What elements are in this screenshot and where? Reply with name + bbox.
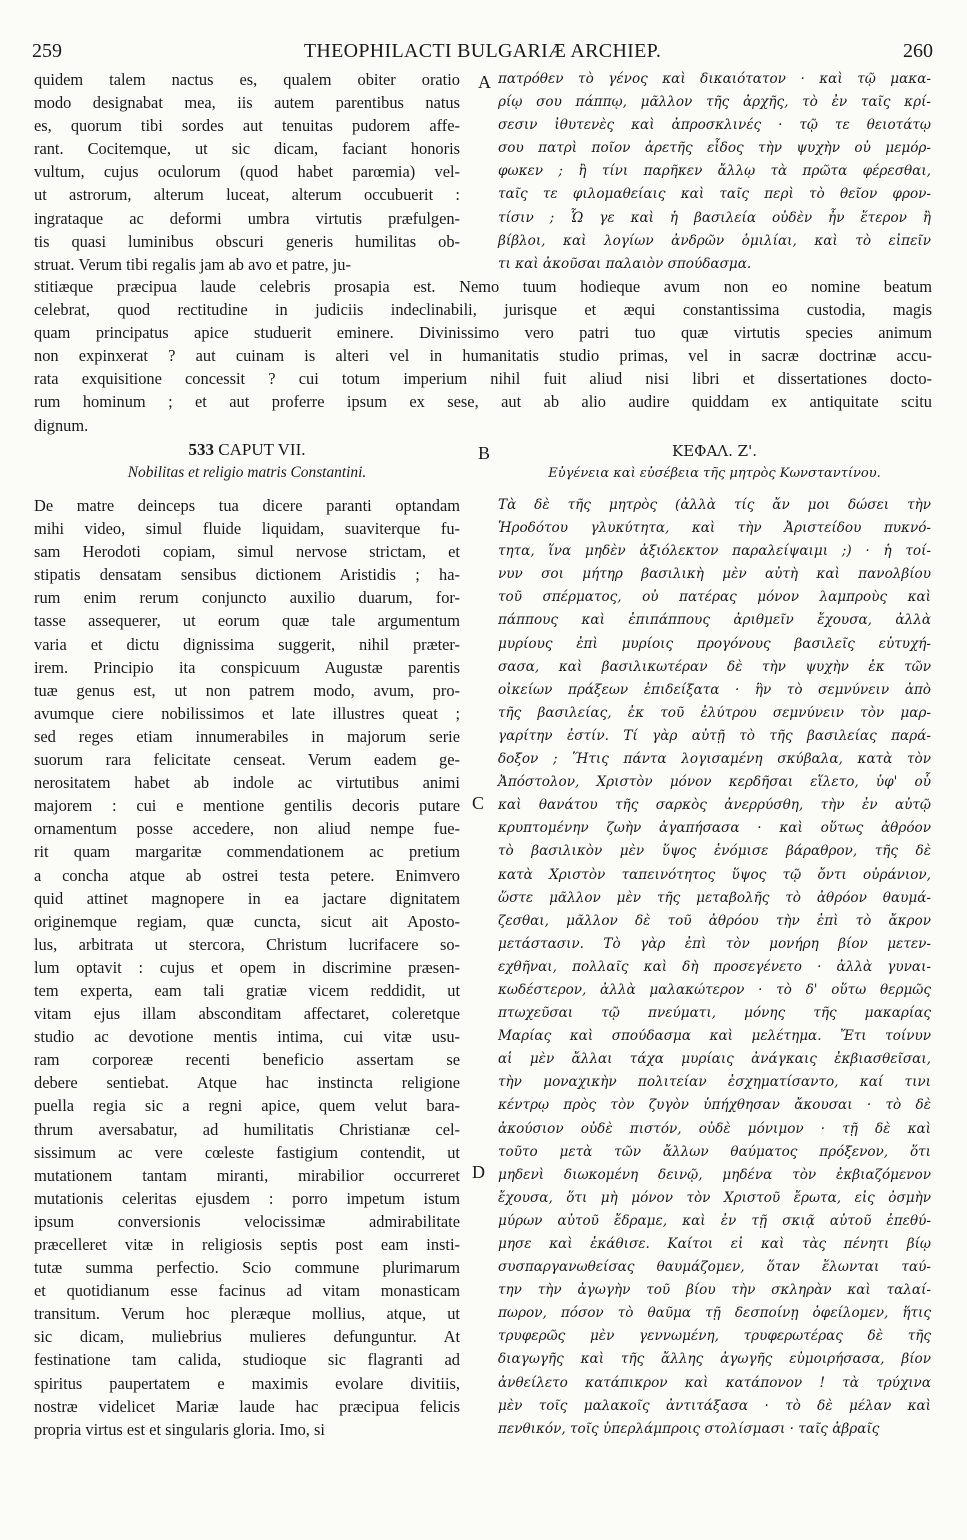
- greek-text-line: πενθικόν, τοῖς ὑπερλάμπροις στολίσμασι · ταῖς ἁβραῖς: [498, 1420, 880, 1437]
- text-line: ram corporeæ recenti beneficio assertam se: [34, 1050, 460, 1070]
- text-line: quid attinet magnopere in ea jactare dignitatem: [34, 888, 460, 908]
- text-line: a concha atque ab ostrei testa petere. Enimvero: [34, 865, 460, 885]
- greek-text-line: μύρων αὐτοῦ ἔδραμε, καὶ ἐν τῇ σκιᾷ αὐτοῦ ἐπεθύ-: [498, 1212, 931, 1229]
- greek-chapter-subtitle: Εὐγένεια καὶ εὐσέβεια τῆς μητρὸς Κωνσταντίνου.: [548, 466, 881, 481]
- greek-text-line: φωκεν ; ἢ τίνι παρῆκεν ἄλλῳ τὰ πρῶτα φέρεσθαι,: [498, 163, 931, 180]
- greek-text-line: τοῦ σπέρματος, οὐ πατέρας μόνον λαμπροὺς καὶ: [498, 589, 931, 606]
- chapter-subtitle: Nobilitas et religio matris Constantini.: [127, 464, 367, 481]
- text-line: sissimum ac vere cœleste fastigium contendit, ut: [34, 1142, 460, 1162]
- greek-text-line: σεσιν ἰθυτενὲς καὶ ἀπροσκλινές · τῷ τε θειοτάτῳ: [498, 117, 931, 134]
- greek-text-line: ὥστε μᾶλλον μὲν τῆς μεταβολῆς τὸ ἀθρόον θαυμά-: [498, 889, 931, 906]
- page-number-left: 259: [32, 40, 62, 62]
- greek-text-line: νυν σοι μήτηρ βασιλικὴ μὲν αὐτὴ καὶ πανολβίου: [498, 566, 931, 583]
- greek-text-line: ταῖς τε φιλομαθείαις καὶ ταῖς περὶ τὸ θεῖον φρον-: [498, 186, 931, 203]
- greek-text-line: κωδέστερον, ἀλλὰ μαλακώτερον · τὸ δ' οὕτω θερμῶς: [498, 981, 931, 998]
- page-number-right: 260: [903, 40, 933, 62]
- greek-text-line: Μαρίας καὶ σπούδασμα καὶ μελέτημα. Ἔτι τοίνυν: [498, 1028, 931, 1045]
- text-line: tutæ summa perfectio. Scio commune plurimarum: [34, 1258, 460, 1278]
- main-greek-column: [498, 494, 931, 1441]
- text-line: rum enim rerum conjuncto auxilio duarum, for-: [34, 588, 460, 608]
- greek-text-line: πατρόθεν τὸ γένος καὶ δικαιότατον · καὶ τῷ μακα-: [498, 71, 931, 87]
- text-line: sic dicam, muliebrius mulieres defunguntur. At: [34, 1327, 460, 1347]
- text-line: lum optavit : cujus et opem in discrimine præsen-: [34, 957, 460, 977]
- greek-text-line: οἰκείων πράξεων ἐπιδείξατα · ἣν τὸ σεμνύνειν ἀπὸ: [498, 681, 931, 698]
- section-marker-a: A: [478, 72, 491, 92]
- text-line: mutationis celeritas ejusdem : porro impetum istum: [34, 1188, 460, 1208]
- text-line: rit quam margaritæ commendationem ac pretium: [34, 842, 460, 862]
- greek-text-line: μετάστασιν. Τὸ γὰρ ἐπὶ τὸν μονήρη βίον μετεν-: [498, 935, 931, 952]
- greek-text-line: πάππους καὶ ἐπιπάππους ἀριθμεῖν ἔχουσα, ἀλλὰ: [498, 612, 931, 629]
- text-line: studio ac devotione mentis intima, cui vitæ usu-: [34, 1027, 460, 1047]
- text-line: es, quorum tibi sordes aut tenuitas pudorem affe-: [34, 116, 460, 136]
- text-line: tis quasi luminibus obscuri generis humilitas ob-: [34, 231, 460, 251]
- text-line: originemque regiam, quæ cuncta, sicut ait Aposto-: [34, 911, 460, 931]
- greek-text-line: κατὰ Χριστὸν ταπεινότητος ὕψος τῷ ὄντι οὐράνιον,: [498, 866, 931, 883]
- chapter-page-marker: 533: [188, 440, 215, 459]
- text-line: rata exquisitione concessit ? cui totum imperium nihil fuit aliud nisi libri et dissertationes docto-: [34, 369, 932, 389]
- text-line: rant. Cocitemque, ut sic dicam, faciant honoris: [34, 139, 460, 159]
- greek-text-line: ἀνθείλετο κατάπικρον καὶ κατάπονον ! τὰ τρύχινα: [498, 1374, 931, 1391]
- greek-text-line: Ἀπόστολον, Χριστὸν μόνον κερδῆσαι εἵλετο, ὑφ' οὗ: [498, 774, 931, 791]
- text-line: non expinxerat ? aut cuinam is alteri vel in humanitatis studio primas, vel in sacræ doctrinæ accu-: [34, 346, 932, 366]
- greek-text-line: μυρίους ἐπὶ μυρίοις προγόνους βασιλεῖς εὐτυχή-: [498, 635, 931, 652]
- text-line: præcelleret vitæ in religiosis septis post eam insti-: [34, 1235, 460, 1254]
- text-line: struat. Verum tibi regalis jam ab avo et patre, ju-: [34, 254, 351, 274]
- greek-text-line: την τὴν ἀγωγὴν τοῦ βίου τὴν σκληρὰν καὶ ταλαί-: [498, 1282, 931, 1299]
- greek-text-line: εχθῆναι, πολλαῖς καὶ δὴ προσεγένετο · ἀλλὰ γυναι-: [498, 958, 931, 975]
- text-line: quam principatus apice studuerit eminere. Divinissimo vero patri tuo quæ virtutis species animum: [34, 323, 932, 343]
- greek-text-line: τοῦτο μετὰ τῶν ἄλλων θαύματος πρόξενον, ὅτι: [498, 1143, 931, 1160]
- greek-text-line: μησε καὶ ἐκάθισε. Καίτοι εἰ καὶ τὰς πένητι βίῳ: [498, 1236, 931, 1252]
- text-line: tasse assequerer, ut eorum quæ tale argumentum: [34, 611, 460, 631]
- text-line: rum hominum ; et aut proferre ipsum ex sese, aut ab alio audire quiddam ex antiquitate scitu: [34, 392, 932, 412]
- text-line: spiritus paupertatem e maximis evolare divitiis,: [34, 1373, 460, 1393]
- greek-text-line: Ἡροδότου γλυκύτητα, καὶ τὴν Ἀριστείδου πυκνό-: [498, 520, 931, 537]
- greek-text-line: κέντρῳ πρὸς τὸν ζυγὸν ὑπήχθησαν ἄκουσαι · τὸ δὲ: [498, 1097, 931, 1114]
- main-latin-column: [34, 494, 460, 1441]
- text-line: debere sentiebat. Atque hac instincta religione: [34, 1073, 460, 1093]
- top-latin-column: [34, 68, 460, 276]
- greek-text-line: μηδενὶ διωκομένη δεινῷ, μηδένα τὸν ἐκβιαζόμενον: [498, 1166, 931, 1183]
- greek-text-line: γαρίτην ἐστίν. Τί γὰρ αὐτῇ τὸ τῆς βασιλείας παρά-: [498, 727, 931, 744]
- greek-text-line: ζεσθαι, μᾶλλον δὲ τοῦ ἀθρόου τὴν ἐπὶ τὸ ἄκρον: [498, 912, 931, 929]
- text-line: celebrat, quod rectitudine in judiciis indeclinabili, jurisque et æqui constantissima custodia, magis: [34, 300, 932, 320]
- greek-text-line: τι καὶ ἀκοῦσαι παλαιὸν σπούδασμα.: [498, 255, 752, 272]
- text-line: nostræ videlicet Mariæ laude hac præcipua felicis: [34, 1396, 460, 1416]
- greek-text-line: καὶ θανάτου τῆς σαρκὸς ἀνερρύσθη, τὴν ἐν αὐτῷ: [498, 797, 931, 814]
- greek-text-line: κρυπτομένην ζωὴν ἀγαπήσασα · καὶ οὕτως ἀθρόον: [498, 820, 931, 837]
- greek-text-line: τῆς βασιλείας, ἐκ τοῦ ἐλύτρου σεμνύνειν τὸν μαρ-: [498, 704, 931, 721]
- text-line: stitiæque præcipua laude celebris prosapia est. Nemo tuum hodieque avum non eo nomine beatum: [34, 277, 932, 296]
- greek-text-line: διαγωγῆς καὶ τῆς ἄλλης ἀγωγῆς εὐμοιρήσασα, βίον: [498, 1351, 931, 1368]
- chapter-heading: [34, 440, 460, 460]
- greek-text-line: τητα, ἵνα μηδὲν ἀξιόλεκτον παραλείψαιμι ;) · ἡ τοί-: [498, 543, 931, 560]
- greek-chapter-heading: ΚΕΦΑΛ. Ζ'.: [672, 442, 757, 460]
- text-line: propria virtus est et singularis gloria. Imo, si: [34, 1419, 325, 1439]
- text-line: vultum, cujus oculorum (quod habet parœmia) vel-: [34, 162, 460, 182]
- text-line: festinatione tam calida, studioque sic flagranti ad: [34, 1350, 460, 1370]
- text-line: quidem talem nactus es, qualem obiter oratio: [34, 70, 460, 89]
- text-line: ornamentum posse accedere, non aliud nempe fue-: [34, 819, 460, 839]
- text-line: majorem : cui e mentione gentilis decoris putare: [34, 796, 460, 816]
- text-line: ipsum conversionis velocissimæ admirabilitate: [34, 1211, 460, 1231]
- text-line: tem experta, eam tali gratiæ vicem reddidit, ut: [34, 980, 460, 1000]
- text-line: irem. Principio ita conspicuum Augustæ parentis: [34, 657, 460, 677]
- text-line: ut astrorum, alterum luceat, alterum occubuerit :: [34, 185, 460, 205]
- greek-text-line: πτωχεῦσαι τῷ πνεύματι, μόνης τῆς μακαρίας: [498, 1005, 931, 1022]
- text-line: avumque ciere nobilissimos et late illustres queat ;: [34, 703, 460, 723]
- greek-text-line: πωρον, πόσον τὸ θαῦμα τῇ δεσποίνῃ ὀφείλομεν, ἥτις: [498, 1305, 931, 1322]
- text-line: et quotidianum esse facinus ad vitam monasticam: [34, 1281, 460, 1301]
- greek-text-line: τίσιν ; Ὧ γε καὶ ἡ βασιλεία οὐδὲν ἦν ἕτερον ἢ: [498, 209, 931, 226]
- section-marker-c: C: [472, 793, 485, 813]
- text-line: sed reges etiam innumerabiles in majorum serie: [34, 726, 460, 746]
- greek-text-line: Τὰ δὲ τῆς μητρὸς (ἀλλὰ τίς ἄν μοι δώσει τὴν: [498, 497, 931, 513]
- text-line: vitam ejus illam absconditam affectaret, coleretque: [34, 1004, 460, 1024]
- text-line: mutationem tantam miranti, mirabilior occurreret: [34, 1165, 460, 1185]
- text-line: puella regia sic a regni apice, quem velut bara-: [34, 1096, 460, 1116]
- greek-text-line: τὸ βασιλικὸν μὲν ὕψος ἐνόμισε βάραθρον, τῆς δὲ: [498, 843, 931, 860]
- text-line: De matre deinceps tua dicere paranti optandam: [34, 496, 460, 515]
- section-marker-d: D: [472, 1162, 485, 1182]
- text-line: nerositatem habet ab indole ac virtutibus animi: [34, 773, 460, 793]
- chapter-title: CAPUT VII.: [218, 440, 306, 459]
- greek-text-line: τρυφερῶς μὲν γεννωμένη, τρυφερωτέρας δὲ τῆς: [498, 1328, 931, 1345]
- greek-text-line: ρίῳ σου πάππῳ, μᾶλλον τῆς ἀρχῆς, τὸ ἐν ταῖς κρί-: [498, 94, 931, 111]
- running-title: THEOPHILACTI BULGARIÆ ARCHIEP.: [303, 40, 662, 62]
- greek-text-line: ἀκούσιον οὐδὲ πιστόν, οὐδὲ μόνιμον · τῇ δὲ καὶ: [498, 1120, 931, 1137]
- section-marker-b: B: [478, 443, 491, 463]
- greek-text-line: σου πατρὶ ποῖον ἀρετῆς εἶδος τὴν ψυχὴν οὐ μεμόρ-: [498, 140, 931, 157]
- text-line: dignum.: [34, 415, 89, 435]
- greek-text-line: δοξον ; Ἥτις πάντα λογισαμένη σκύβαλα, κατὰ τὸν: [498, 751, 931, 768]
- full-width-latin-text: [34, 275, 932, 437]
- text-line: transitum. Verum hoc pleræque mollius, atque, ut: [34, 1304, 460, 1324]
- running-header: [32, 40, 933, 64]
- greek-text-line: τὴν μοναχικὴν πολιτείαν ἐσχηματίσαντο, καί τινι: [498, 1074, 931, 1091]
- greek-text-line: μὲν τοῖς μαλακοῖς ἀντιτάξασα · τὸ δὲ μέλαν καὶ: [498, 1397, 931, 1414]
- greek-text-line: βίβλοι, καὶ λογίων ἀνδρῶν ὁμιλίαι, καὶ τὸ εἰπεῖν: [498, 232, 931, 249]
- text-line: stipatis densatam sensibus dictionem Aristidis ; ha-: [34, 565, 460, 585]
- text-line: modo designabat mea, iis autem parentibus natus: [34, 93, 460, 113]
- text-line: varia et dictu dignissima suggerit, nihil præter-: [34, 634, 460, 654]
- top-greek-column: [498, 68, 931, 276]
- greek-text-line: σασα, καὶ βασιλικωτέραν δὲ τὴν ψυχὴν ἐκ τῶν: [498, 658, 931, 675]
- text-line: tuæ genus est, ut non patrem modo, avum, pro-: [34, 680, 460, 700]
- greek-text-line: αἱ μὲν ἄλλαι τάχα μυρίαις ἀνάγκαις ἐκβιασθεῖσαι,: [498, 1051, 931, 1068]
- text-line: suorum rara felicitate censeat. Verum eadem ge-: [34, 750, 460, 770]
- text-line: mihi video, simul fluide liquidam, suaviterque fu-: [34, 519, 460, 539]
- text-line: sam Herodoti copiam, simul nervose strictam, et: [34, 542, 460, 562]
- text-line: lus, arbitrata ut stercora, Christum lucrifacere so-: [34, 934, 460, 954]
- text-line: ingrataque ac deformi umbra virtutis præfulgen-: [34, 208, 460, 228]
- greek-text-line: ἔχουσα, ὅτι μὴ μόνον τὸν Χριστοῦ ἔρωτα, εἰς ὀσμὴν: [498, 1189, 931, 1206]
- greek-text-line: συσπαργανωθείσας θαυμάζομεν, ὅταν ἕλωνται ταύ-: [498, 1259, 931, 1276]
- text-line: thrum aversabatur, ad humilitatis Christianæ cel-: [34, 1119, 460, 1139]
